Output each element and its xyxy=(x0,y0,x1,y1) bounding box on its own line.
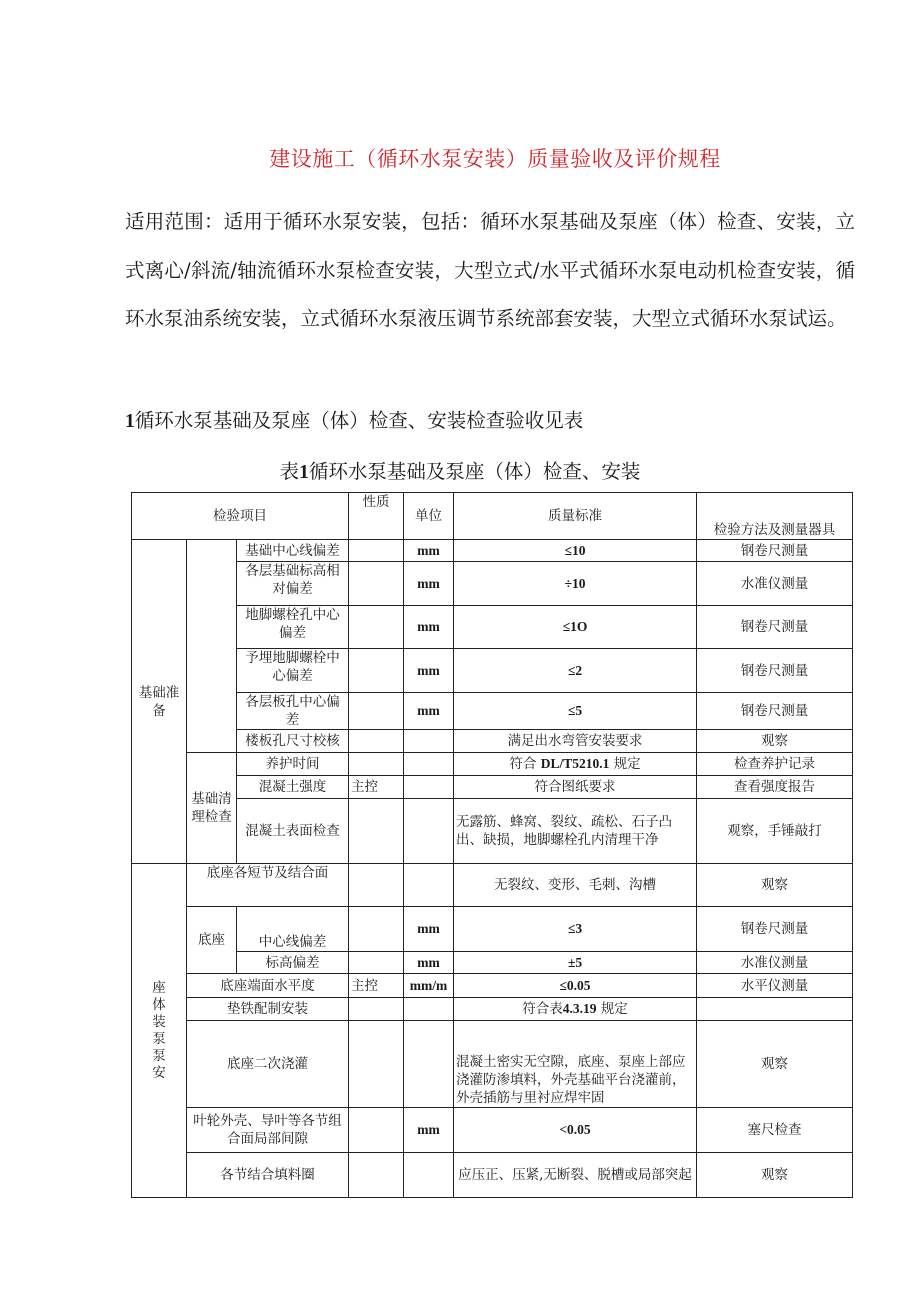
cell-method: 钢卷尺测量 xyxy=(697,606,853,649)
cell-nature xyxy=(349,693,404,730)
cell-item: 各层基础标高相对偏差 xyxy=(237,562,349,606)
cell-method: 观察 xyxy=(697,1153,853,1198)
table-row xyxy=(132,776,853,799)
cell-method: 水准仪测量 xyxy=(697,562,853,606)
table-row xyxy=(132,1153,853,1198)
cell-item: 予埋地脚螺栓中心偏差 xyxy=(237,649,349,693)
cell-unit xyxy=(404,1153,454,1198)
cell-unit: mm xyxy=(404,952,454,974)
cell-item: 底座二次浇灌 xyxy=(187,1021,349,1108)
cell-item: 底座端面水平度 xyxy=(187,974,349,998)
cell-unit: mm xyxy=(404,562,454,606)
cell-method: 钢卷尺测量 xyxy=(697,907,853,952)
cell-unit xyxy=(404,998,454,1021)
cell-unit xyxy=(404,1021,454,1108)
header-method: 检验方法及测量器具 xyxy=(697,493,853,540)
caption-text: 循环水泵基础及泵座（体）检查、安装 xyxy=(308,460,641,483)
cell-nature xyxy=(349,998,404,1021)
cell-standard: ≤2 xyxy=(454,649,697,693)
standard-suffix: 规定 xyxy=(600,1001,628,1017)
section-text: 循环水泵基础及泵座（体）检查、安装检查验收见表 xyxy=(134,409,584,432)
section-number: 1 xyxy=(125,411,135,432)
cell-standard: 混凝土密实无空隙，底座、泵座上部应浇灌防渗填料，外壳基础平台浇灌前，外壳插筋与里衬应焊牢固 xyxy=(454,1021,697,1108)
cell-item: 养护时间 xyxy=(237,753,349,776)
scope-paragraph: 适用范围：适用于循环水泵安装，包括：循环水泵基础及泵座（体）检查、安装，立式离心/斜流/轴流循环水泵检查安装，大型立式/水平式循环水泵电动机检查安装，循环水泵油系统安装，立式循环水泵液压调节系统部套安装，大型立式循环水泵试运。 xyxy=(125,210,855,330)
cell-nature xyxy=(349,1108,404,1153)
cell-item: 各层板孔中心偏差 xyxy=(237,693,349,730)
cell-method xyxy=(697,998,853,1021)
cell-nature: 主控 xyxy=(349,974,404,998)
table-row xyxy=(132,864,853,907)
standard-code: DL/T5210.1 xyxy=(540,756,610,771)
cell-item: 中心线偏差 xyxy=(237,907,349,952)
header-standard: 质量标准 xyxy=(454,493,697,540)
cell-nature xyxy=(349,907,404,952)
cell-method: 水准仪测量 xyxy=(697,952,853,974)
cell-nature xyxy=(349,1153,404,1198)
cell-standard: ÷10 xyxy=(454,562,697,606)
cell-standard: 符合图纸要求 xyxy=(454,776,697,799)
cell-standard: ≤1O xyxy=(454,606,697,649)
cell-item: 基础中心线偏差 xyxy=(237,540,349,562)
cell-method: 观察 xyxy=(697,1021,853,1108)
cell-unit xyxy=(404,776,454,799)
cell-item: 地脚螺栓孔中心偏差 xyxy=(237,606,349,649)
cell-standard: ≤0.05 xyxy=(454,974,697,998)
cell-method: 观察，手锤敲打 xyxy=(697,799,853,864)
caption-number: 1 xyxy=(299,462,309,483)
standard-suffix: 规定 xyxy=(613,756,641,772)
section-heading xyxy=(125,405,583,433)
cell-standard: 满足出水弯管安装要求 xyxy=(454,730,697,753)
table-row xyxy=(132,649,853,693)
table-row xyxy=(132,974,853,998)
cell-nature xyxy=(349,606,404,649)
cell-standard xyxy=(454,753,697,776)
cell-unit xyxy=(404,753,454,776)
table-row xyxy=(132,907,853,952)
cell-item: 混凝土强度 xyxy=(237,776,349,799)
cell-method: 钢卷尺测量 xyxy=(697,540,853,562)
table-caption xyxy=(0,456,920,484)
cell-item: 底座各短节及结合面 xyxy=(187,864,349,907)
cell-method: 观察 xyxy=(697,730,853,753)
group-pump-base-label: 座体装泵泵安 xyxy=(152,979,166,1081)
table-row xyxy=(132,998,853,1021)
cell-method: 塞尺检查 xyxy=(697,1108,853,1153)
subgroup-cleaning-label: 基础清理检查 xyxy=(191,791,232,825)
cell-unit: mm xyxy=(404,907,454,952)
cell-standard: <0.05 xyxy=(454,1108,697,1153)
cell-unit: mm xyxy=(404,606,454,649)
cell-nature xyxy=(349,864,404,907)
cell-nature xyxy=(349,952,404,974)
cell-item: 各节结合填料圈 xyxy=(187,1153,349,1198)
table-row xyxy=(132,606,853,649)
cell-unit: mm xyxy=(404,1108,454,1153)
table-row xyxy=(132,799,853,864)
standard-prefix: 符合 xyxy=(509,756,537,772)
caption-prefix: 表 xyxy=(279,460,300,483)
cell-nature xyxy=(349,562,404,606)
cell-unit: mm xyxy=(404,540,454,562)
cell-unit xyxy=(404,730,454,753)
cell-standard: ≤3 xyxy=(454,907,697,952)
inspection-table xyxy=(131,492,853,1198)
standard-prefix: 符合表 xyxy=(522,1001,563,1017)
cell-standard: ≤5 xyxy=(454,693,697,730)
group-foundation-label-b: 备 xyxy=(152,702,166,719)
group-foundation-label-a: 基础准 xyxy=(138,684,180,701)
cell-method: 观察 xyxy=(697,864,853,907)
header-nature: 性质 xyxy=(349,493,404,540)
header-row xyxy=(132,493,853,540)
cell-item: 标高偏差 xyxy=(237,952,349,974)
table-row xyxy=(132,952,853,974)
cell-method: 检查养护记录 xyxy=(697,753,853,776)
table-row xyxy=(132,693,853,730)
cell-standard xyxy=(454,998,697,1021)
cell-item: 垫铁配制安装 xyxy=(187,998,349,1021)
table-row xyxy=(132,562,853,606)
table-row xyxy=(132,730,853,753)
cell-unit: mm/m xyxy=(404,974,454,998)
cell-standard: 应压正、压紧,无断裂、脱槽或局部突起 xyxy=(454,1153,697,1198)
cell-method: 查看强度报告 xyxy=(697,776,853,799)
cell-unit xyxy=(404,864,454,907)
table-row xyxy=(132,753,853,776)
cell-standard: 无裂纹、变形、毛刺、沟槽 xyxy=(454,864,697,907)
cell-item: 混凝土表面检查 xyxy=(237,799,349,864)
cell-method: 钢卷尺测量 xyxy=(697,693,853,730)
cell-method: 钢卷尺测量 xyxy=(697,649,853,693)
subgroup-cleaning xyxy=(187,753,237,864)
cell-nature xyxy=(349,649,404,693)
subgroup-base xyxy=(187,907,237,974)
header-unit: 单位 xyxy=(404,493,454,540)
header-item: 检验项目 xyxy=(132,493,349,540)
table-row xyxy=(132,540,853,562)
cell-nature: 主控 xyxy=(349,776,404,799)
cell-nature xyxy=(349,540,404,562)
cell-nature xyxy=(349,730,404,753)
page-title: 建设施工（循环水泵安装）质量验收及评价规程 xyxy=(269,147,721,171)
cell-item: 叶轮外壳、导叶等各节组合面局部间隙 xyxy=(187,1108,349,1153)
cell-item: 楼板孔尺寸校核 xyxy=(237,730,349,753)
group-foundation-blank xyxy=(187,540,237,753)
cell-nature xyxy=(349,799,404,864)
cell-standard: ≤10 xyxy=(454,540,697,562)
cell-unit: mm xyxy=(404,649,454,693)
group-pump-base xyxy=(132,864,187,1198)
standard-code: 4.3.19 xyxy=(562,1001,597,1016)
cell-nature xyxy=(349,1021,404,1108)
table-row xyxy=(132,1021,853,1108)
table-row xyxy=(132,1108,853,1153)
cell-standard: ±5 xyxy=(454,952,697,974)
cell-unit: mm xyxy=(404,693,454,730)
cell-nature xyxy=(349,753,404,776)
cell-unit xyxy=(404,799,454,864)
cell-standard: 无露筋、蜂窝、裂纹、疏松、石子凸出、缺损，地脚螺栓孔内清理干净 xyxy=(454,799,697,864)
cell-method: 水平仪测量 xyxy=(697,974,853,998)
subgroup-base-label: 底座 xyxy=(198,932,225,948)
group-foundation xyxy=(132,540,187,864)
